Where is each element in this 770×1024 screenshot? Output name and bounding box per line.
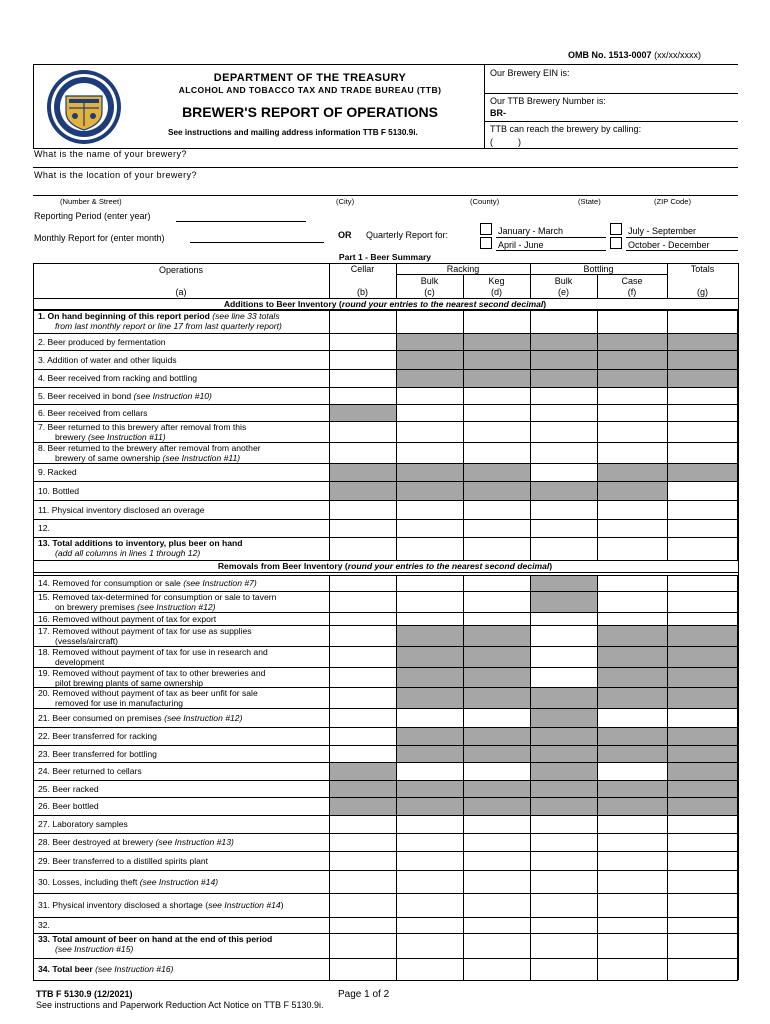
shaded-cell <box>597 333 667 350</box>
row-label-6: 6. Beer received from cellars <box>38 407 148 418</box>
shaded-cell <box>396 350 463 369</box>
shaded-cell <box>597 797 667 815</box>
col-operations: Operations <box>158 265 204 275</box>
shaded-cell <box>463 687 530 708</box>
letter-f: (f) <box>627 287 637 297</box>
shaded-cell <box>463 780 530 797</box>
shaded-cell <box>597 369 667 387</box>
entry-cell[interactable] <box>530 958 597 980</box>
entry-cell[interactable] <box>597 958 667 980</box>
entry-cell[interactable] <box>463 310 530 333</box>
entry-cell[interactable] <box>329 708 396 727</box>
totals-cell[interactable] <box>667 646 738 667</box>
shaded-cell <box>597 463 667 481</box>
col-bulk-c: Bulk <box>420 276 439 286</box>
shaded-cell <box>530 481 597 500</box>
entry-cell[interactable] <box>530 519 597 537</box>
shaded-cell <box>463 727 530 745</box>
shaded-cell <box>463 797 530 815</box>
entry-cell[interactable] <box>463 762 530 780</box>
entry-cell[interactable] <box>329 387 396 404</box>
entry-cell[interactable] <box>463 815 530 833</box>
entry-cell[interactable] <box>329 727 396 745</box>
entry-cell[interactable] <box>329 917 396 933</box>
shaded-cell <box>597 667 667 687</box>
entry-cell[interactable] <box>530 537 597 560</box>
entry-cell[interactable] <box>396 917 463 933</box>
shaded-cell <box>396 646 463 667</box>
entry-cell[interactable] <box>396 958 463 980</box>
entry-cell[interactable] <box>530 646 597 667</box>
shaded-cell <box>597 481 667 500</box>
row-label-23: 23. Beer transferred for bottling <box>38 748 157 759</box>
shaded-cell <box>597 625 667 646</box>
entry-cell[interactable] <box>463 442 530 463</box>
totals-cell[interactable] <box>667 369 738 387</box>
entry-cell[interactable] <box>329 625 396 646</box>
entry-cell[interactable] <box>597 404 667 421</box>
entry-cell[interactable] <box>463 708 530 727</box>
entry-cell[interactable] <box>396 387 463 404</box>
ein-label: Our Brewery EIN is: <box>490 68 570 78</box>
entry-cell[interactable] <box>463 591 530 612</box>
form-number: TTB F 5130.9 (12/2021) <box>36 989 133 999</box>
totals-cell[interactable] <box>667 387 738 404</box>
monthly-report-label: Monthly Report for (enter month) <box>34 233 165 243</box>
totals-cell[interactable] <box>667 519 738 537</box>
entry-cell[interactable] <box>597 833 667 851</box>
state-label: (State) <box>578 197 601 206</box>
entry-cell[interactable] <box>530 667 597 687</box>
row-label-34: 34. Total beer (see Instruction #16) <box>38 964 174 974</box>
shaded-cell <box>530 333 597 350</box>
shaded-cell <box>329 780 396 797</box>
totals-cell[interactable] <box>667 625 738 646</box>
entry-cell[interactable] <box>396 833 463 851</box>
footer-note: See instructions and Paperwork Reduction Act Notice on TTB F 5130.9i. <box>36 1000 324 1010</box>
page-number: Page 1 of 2 <box>338 989 390 1000</box>
row-label-5: 5. Beer received in bond (see Instruction #10) <box>38 390 212 401</box>
row-label-22: 22. Beer transferred for racking <box>38 731 157 741</box>
q4-label: October - December <box>628 240 710 250</box>
entry-cell[interactable] <box>463 833 530 851</box>
totals-cell[interactable] <box>667 667 738 687</box>
omb-number: OMB No. 1513-0007 (xx/xx/xxxx) <box>568 50 702 60</box>
shaded-cell <box>463 333 530 350</box>
row-label-3: 3. Addition of water and other liquids <box>38 354 177 365</box>
shaded-cell <box>597 727 667 745</box>
shaded-cell <box>463 481 530 500</box>
row-label-26: 26. Beer bottled <box>38 801 99 811</box>
totals-cell[interactable] <box>667 463 738 481</box>
entry-cell[interactable] <box>396 537 463 560</box>
row-label-19: 19. Removed without payment of tax to other breweries and pilot brewing plants of same ownership <box>38 668 266 688</box>
entry-cell[interactable] <box>396 612 463 625</box>
row-label-33: 33. Total amount of beer on hand at the end of this period (see Instruction #15) <box>38 934 273 954</box>
q2-label: April - June <box>498 240 544 250</box>
row-label-30: 30. Losses, including theft (see Instruction #14) <box>38 876 219 887</box>
entry-cell[interactable] <box>463 404 530 421</box>
shaded-cell <box>530 708 597 727</box>
letter-c: (c) <box>424 287 435 297</box>
monthly-report-field[interactable] <box>190 242 324 243</box>
entry-cell[interactable] <box>329 870 396 893</box>
entry-cell[interactable] <box>329 687 396 708</box>
entry-cell[interactable] <box>329 646 396 667</box>
entry-cell[interactable] <box>396 519 463 537</box>
bureau-name: ALCOHOL AND TOBACCO TAX AND TRADE BUREAU (TTB) <box>178 85 442 95</box>
entry-cell[interactable] <box>463 870 530 893</box>
shaded-cell <box>530 780 597 797</box>
removals-header: Removals from Beer Inventory (round your entries to the nearest second decimal) <box>217 561 553 571</box>
shaded-cell <box>329 797 396 815</box>
row-label-12: 12. <box>38 523 50 533</box>
col-keg: Keg <box>488 276 505 286</box>
shaded-cell <box>463 369 530 387</box>
reporting-period-label: Reporting Period (enter year) <box>34 211 151 221</box>
entry-cell[interactable] <box>329 519 396 537</box>
form-title: BREWER'S REPORT OF OPERATIONS <box>182 104 438 120</box>
shaded-cell <box>396 667 463 687</box>
shaded-cell <box>463 667 530 687</box>
totals-cell[interactable] <box>667 591 738 612</box>
letter-d: (d) <box>491 287 502 297</box>
shaded-cell <box>597 646 667 667</box>
entry-cell[interactable] <box>329 350 396 369</box>
shaded-cell <box>396 780 463 797</box>
brewery-location-field[interactable] <box>33 195 738 196</box>
shaded-cell <box>463 625 530 646</box>
shaded-cell <box>530 762 597 780</box>
entry-cell[interactable] <box>396 442 463 463</box>
entry-cell[interactable] <box>463 612 530 625</box>
entry-cell[interactable] <box>396 851 463 870</box>
shaded-cell <box>530 797 597 815</box>
entry-cell[interactable] <box>396 893 463 917</box>
entry-cell[interactable] <box>396 708 463 727</box>
entry-cell[interactable] <box>597 933 667 958</box>
shaded-cell <box>463 350 530 369</box>
entry-cell[interactable] <box>396 591 463 612</box>
entry-cell[interactable] <box>530 870 597 893</box>
city-label: (City) <box>336 197 355 206</box>
totals-cell[interactable] <box>667 421 738 442</box>
totals-cell[interactable] <box>667 500 738 519</box>
entry-cell[interactable] <box>530 310 597 333</box>
row-label-2: 2. Beer produced by fermentation <box>38 336 166 347</box>
entry-cell[interactable] <box>329 815 396 833</box>
entry-cell[interactable] <box>396 575 463 591</box>
entry-cell[interactable] <box>463 893 530 917</box>
entry-cell[interactable] <box>329 851 396 870</box>
totals-cell[interactable] <box>667 762 738 780</box>
entry-cell[interactable] <box>329 575 396 591</box>
instructions-note: See instructions and mailing address information TTB F 5130.9i. <box>168 128 418 137</box>
entry-cell[interactable] <box>463 958 530 980</box>
totals-cell[interactable] <box>667 333 738 350</box>
row-label-28: 28. Beer destroyed at brewery (see Instruction #13) <box>38 837 234 847</box>
entry-cell[interactable] <box>396 933 463 958</box>
totals-cell[interactable] <box>667 815 738 833</box>
shaded-cell <box>396 745 463 762</box>
row-label-18: 18. Removed without payment of tax for use in research and development <box>38 647 268 667</box>
entry-cell[interactable] <box>530 442 597 463</box>
row-label-13: 13. Total additions to inventory, plus beer on hand (add all columns in lines 1 through 12) <box>38 538 243 558</box>
letter-e: (e) <box>558 287 569 297</box>
entry-cell[interactable] <box>329 310 396 333</box>
zip-label: (ZIP Code) <box>654 197 691 206</box>
row-label-1: 1. On hand beginning of this report period (see line 33 totals from last monthly report or line 17 from last quarterly report) <box>38 311 282 331</box>
row-label-32: 32. <box>38 920 50 930</box>
shaded-cell <box>329 762 396 780</box>
totals-cell[interactable] <box>667 870 738 893</box>
entry-cell[interactable] <box>463 519 530 537</box>
totals-cell[interactable] <box>667 851 738 870</box>
entry-cell[interactable] <box>329 442 396 463</box>
totals-cell[interactable] <box>667 745 738 762</box>
entry-cell[interactable] <box>329 537 396 560</box>
totals-cell[interactable] <box>667 833 738 851</box>
shaded-cell <box>597 350 667 369</box>
entry-cell[interactable] <box>530 625 597 646</box>
q1-label: January - March <box>498 226 564 236</box>
shaded-cell <box>396 369 463 387</box>
entry-cell[interactable] <box>597 500 667 519</box>
entry-cell[interactable] <box>530 917 597 933</box>
totals-cell[interactable] <box>667 537 738 560</box>
entry-cell[interactable] <box>530 815 597 833</box>
entry-cell[interactable] <box>530 421 597 442</box>
brewery-name-label: What is the name of your brewery? <box>34 149 187 159</box>
row-label-15: 15. Removed tax-determined for consumption or sale to tavern on brewery premises (see Instruction #12) <box>38 592 277 612</box>
entry-cell[interactable] <box>597 917 667 933</box>
additions-header: Additions to Beer Inventory (round your entries to the nearest second decimal) <box>223 299 547 309</box>
entry-cell[interactable] <box>329 612 396 625</box>
totals-cell[interactable] <box>667 404 738 421</box>
entry-cell[interactable] <box>530 612 597 625</box>
ttb-seal-icon <box>45 68 123 146</box>
entry-cell[interactable] <box>329 833 396 851</box>
row-label-25: 25. Beer racked <box>38 783 99 794</box>
entry-cell[interactable] <box>463 387 530 404</box>
entry-cell[interactable] <box>597 815 667 833</box>
row-label-27: 27. Laboratory samples <box>38 819 128 829</box>
entry-cell[interactable] <box>597 537 667 560</box>
shaded-cell <box>396 463 463 481</box>
entry-cell[interactable] <box>597 708 667 727</box>
shaded-cell <box>597 687 667 708</box>
col-cellar: Cellar <box>350 264 375 274</box>
entry-cell[interactable] <box>463 421 530 442</box>
q3-checkbox[interactable] <box>610 223 622 235</box>
county-label: (County) <box>470 197 500 206</box>
entry-cell[interactable] <box>597 310 667 333</box>
col-case: Case <box>621 276 643 286</box>
shaded-cell <box>396 333 463 350</box>
entry-cell[interactable] <box>597 762 667 780</box>
totals-cell[interactable] <box>667 917 738 933</box>
entry-cell[interactable] <box>597 442 667 463</box>
shaded-cell <box>530 575 597 591</box>
number-street-label: (Number & Street) <box>60 197 122 206</box>
entry-cell[interactable] <box>396 421 463 442</box>
row-label-31: 31. Physical inventory disclosed a shortage (see Instruction #14) <box>38 900 284 910</box>
shaded-cell <box>530 727 597 745</box>
entry-cell[interactable] <box>396 870 463 893</box>
totals-cell[interactable] <box>667 575 738 591</box>
col-bottling: Bottling <box>583 264 614 274</box>
entry-cell[interactable] <box>530 893 597 917</box>
row-label-10: 10. Bottled <box>38 485 80 496</box>
shaded-cell <box>463 745 530 762</box>
totals-cell[interactable] <box>667 442 738 463</box>
entry-cell[interactable] <box>396 310 463 333</box>
q2-checkbox[interactable] <box>480 237 492 249</box>
entry-cell[interactable] <box>530 851 597 870</box>
totals-cell[interactable] <box>667 958 738 980</box>
entry-cell[interactable] <box>530 404 597 421</box>
col-totals: Totals <box>690 264 715 274</box>
col-bulk-e: Bulk <box>554 276 573 286</box>
row-label-20: 20. Removed without payment of tax as beer unfit for sale removed for use in manufacturing <box>38 688 258 708</box>
entry-cell[interactable] <box>396 762 463 780</box>
entry-cell[interactable] <box>597 387 667 404</box>
row-label-14: 14. Removed for consumption or sale (see Instruction #7) <box>38 578 257 588</box>
row-label-11: 11. Physical inventory disclosed an overage <box>38 504 205 515</box>
totals-cell[interactable] <box>667 797 738 815</box>
shaded-cell <box>396 687 463 708</box>
shaded-cell <box>396 727 463 745</box>
shaded-cell <box>597 745 667 762</box>
totals-cell[interactable] <box>667 727 738 745</box>
row-label-21: 21. Beer consumed on premises (see Instruction #12) <box>38 712 243 723</box>
reporting-period-field[interactable] <box>176 221 306 222</box>
shaded-cell <box>396 481 463 500</box>
department-name: DEPARTMENT OF THE TREASURY <box>213 72 407 84</box>
row-label-24: 24. Beer returned to cellars <box>38 766 142 776</box>
entry-cell[interactable] <box>597 575 667 591</box>
entry-cell[interactable] <box>329 333 396 350</box>
letter-a: (a) <box>175 287 187 297</box>
q3-label: July - September <box>628 226 697 236</box>
totals-cell[interactable] <box>667 687 738 708</box>
col-racking: Racking <box>446 264 480 274</box>
entry-cell[interactable] <box>463 917 530 933</box>
entry-cell[interactable] <box>329 933 396 958</box>
brewery-location-label: What is the location of your brewery? <box>34 170 197 180</box>
q1-checkbox[interactable] <box>480 223 492 235</box>
entry-cell[interactable] <box>597 870 667 893</box>
totals-cell[interactable] <box>667 708 738 727</box>
brewery-name-field[interactable] <box>33 167 738 168</box>
shaded-cell <box>329 481 396 500</box>
shaded-cell <box>530 591 597 612</box>
entry-cell[interactable] <box>463 933 530 958</box>
entry-cell[interactable] <box>463 537 530 560</box>
quarterly-label: Quarterly Report for: <box>366 230 449 240</box>
totals-cell[interactable] <box>667 481 738 500</box>
totals-cell[interactable] <box>667 350 738 369</box>
row-label-7: 7. Beer returned to this brewery after removal from this brewery (see Instruction #11) <box>38 422 247 442</box>
row-label-17: 17. Removed without payment of tax for use as supplies (vessels/aircraft) <box>38 626 252 646</box>
row-label-29: 29. Beer transferred to a distilled spirits plant <box>38 855 209 866</box>
totals-cell[interactable] <box>667 933 738 958</box>
entry-cell[interactable] <box>463 851 530 870</box>
totals-cell[interactable] <box>667 612 738 625</box>
letter-g: (g) <box>697 287 708 297</box>
phone-label: TTB can reach the brewery by calling: <box>490 124 642 134</box>
entry-cell[interactable] <box>329 591 396 612</box>
entry-cell[interactable] <box>597 519 667 537</box>
shaded-cell <box>530 350 597 369</box>
entry-cell[interactable] <box>463 575 530 591</box>
or-label: OR <box>338 230 352 240</box>
entry-cell[interactable] <box>597 421 667 442</box>
q4-checkbox[interactable] <box>610 237 622 249</box>
totals-cell[interactable] <box>667 893 738 917</box>
row-label-4: 4. Beer received from racking and bottling <box>38 373 198 383</box>
entry-cell[interactable] <box>396 815 463 833</box>
shaded-cell <box>396 797 463 815</box>
entry-cell[interactable] <box>530 833 597 851</box>
row-label-16: 16. Removed without payment of tax for export <box>38 613 217 624</box>
entry-cell[interactable] <box>329 369 396 387</box>
entry-cell[interactable] <box>329 958 396 980</box>
shaded-cell <box>530 369 597 387</box>
entry-cell[interactable] <box>530 500 597 519</box>
entry-cell[interactable] <box>329 745 396 762</box>
br-prefix: BR- <box>490 108 506 118</box>
totals-cell[interactable] <box>667 310 738 333</box>
row-label-8: 8. Beer returned to the brewery after removal from another brewery of same ownership (see Instruction #11) <box>38 443 261 463</box>
part-title: Part 1 - Beer Summary <box>338 252 432 262</box>
entry-cell[interactable] <box>530 387 597 404</box>
shaded-cell <box>329 463 396 481</box>
letter-b: (b) <box>357 287 368 297</box>
entry-cell[interactable] <box>329 500 396 519</box>
entry-cell[interactable] <box>597 612 667 625</box>
phone-parens: ( ) <box>490 137 521 147</box>
entry-cell[interactable] <box>463 500 530 519</box>
entry-cell[interactable] <box>597 893 667 917</box>
shaded-cell <box>530 687 597 708</box>
entry-cell[interactable] <box>329 667 396 687</box>
entry-cell[interactable] <box>597 591 667 612</box>
shaded-cell <box>463 646 530 667</box>
shaded-cell <box>597 780 667 797</box>
shaded-cell <box>396 625 463 646</box>
entry-cell[interactable] <box>396 500 463 519</box>
shaded-cell <box>329 404 396 421</box>
brewery-number-label: Our TTB Brewery Number is: <box>490 96 606 106</box>
entry-cell[interactable] <box>530 463 597 481</box>
shaded-cell <box>530 745 597 762</box>
row-label-9: 9. Racked <box>38 467 77 477</box>
entry-cell[interactable] <box>329 893 396 917</box>
entry-cell[interactable] <box>396 404 463 421</box>
entry-cell[interactable] <box>597 851 667 870</box>
entry-cell[interactable] <box>329 421 396 442</box>
shaded-cell <box>463 463 530 481</box>
totals-cell[interactable] <box>667 780 738 797</box>
entry-cell[interactable] <box>530 933 597 958</box>
